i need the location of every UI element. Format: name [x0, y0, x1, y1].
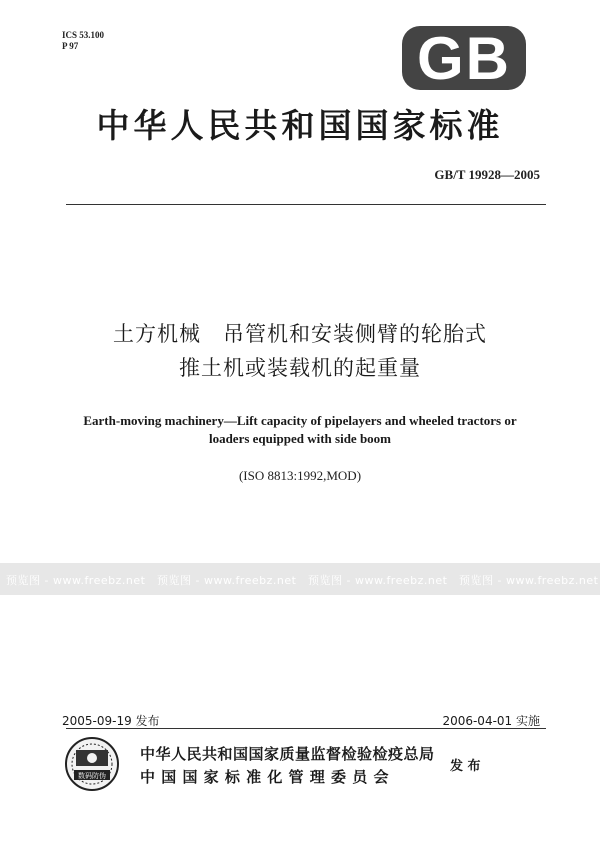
watermark-text: 预览图 - www.freebz.net [6, 574, 146, 587]
ics-code: ICS 53.100 [62, 30, 105, 40]
en-title-line2: loaders equipped with side boom [208, 431, 392, 446]
header-divider [66, 204, 546, 205]
anti-counterfeit-seal-icon [64, 736, 120, 792]
effective-date: 2006-04-01 实施 [442, 714, 540, 728]
release-label: 发 布 [450, 759, 481, 774]
ccs-code: P 97 [62, 41, 79, 51]
standard-number: GB/T 19928—2005 [434, 167, 540, 182]
watermark-band [0, 563, 600, 595]
issuer-line2: 中 国 国 家 标 准 化 管 理 委 员 会 [140, 768, 389, 786]
cn-title-line2: 推土机或装载机的起重量 [179, 356, 421, 380]
iso-reference: (ISO 8813:1992,MOD) [238, 468, 362, 483]
seal-text: 数码防伪 [78, 772, 106, 780]
issuer-line1: 中华人民共和国国家质量监督检验检疫总局 [140, 745, 435, 763]
cn-title-line1: 土方机械 吊管机和安装侧臂的轮胎式 [113, 322, 487, 346]
watermark-text: 预览图 - www.freebz.net [157, 574, 297, 587]
issued-date: 2005-09-19 发布 [62, 714, 160, 728]
footer-divider [66, 728, 546, 729]
watermark-text: 预览图 - www.freebz.net [308, 574, 448, 587]
gb-logo-icon [400, 22, 528, 94]
gb-logo-text: GB [417, 25, 511, 92]
watermark-text: 预览图 - www.freebz.net [459, 574, 599, 587]
standard-title: 中华人民共和国国家标准 [96, 106, 504, 145]
en-title-line1: Earth-moving machinery—Lift capacity of pipelayers and wheeled tractors or [83, 413, 517, 428]
classification-codes [62, 30, 104, 52]
